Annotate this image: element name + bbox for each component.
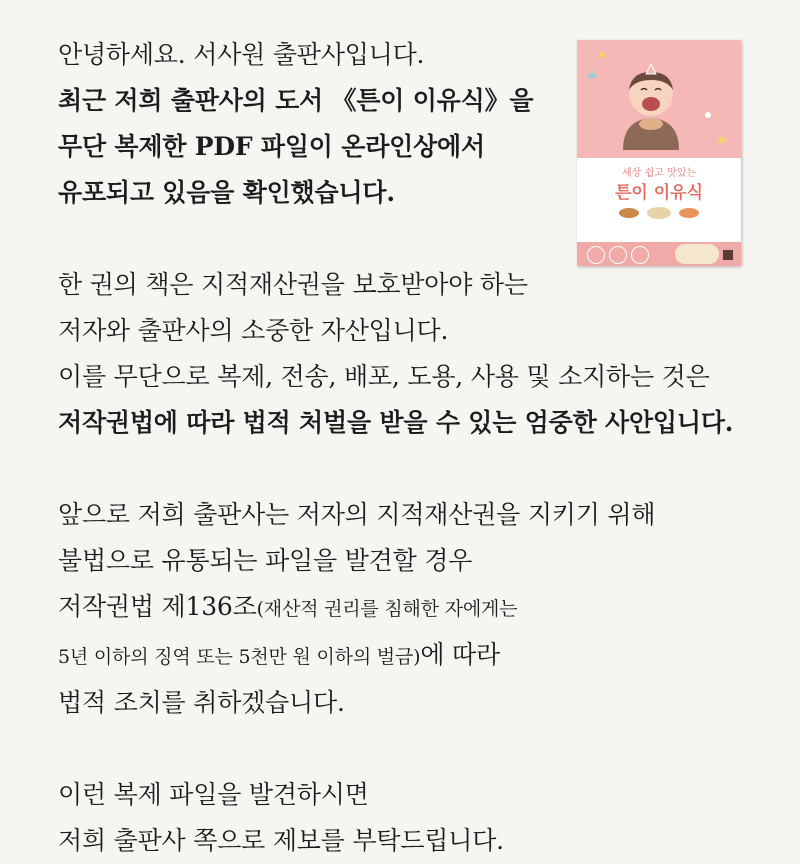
greeting-line: 안녕하세요. 서사원 출판사입니다. bbox=[58, 40, 425, 69]
badge-decoration bbox=[609, 246, 627, 264]
food-photo-decoration bbox=[675, 244, 719, 264]
notice-line: 저자와 출판사의 소중한 자산입니다. bbox=[58, 316, 449, 345]
book-cover-footer bbox=[577, 242, 741, 266]
notice-line: 이를 무단으로 복제, 전송, 배포, 도용, 사용 및 소지하는 것은 bbox=[58, 362, 710, 391]
dot-decoration bbox=[705, 112, 711, 118]
notice-line bbox=[58, 632, 758, 680]
notice-line: 저희 출판사 쪽으로 제보를 부탁드립니다. bbox=[58, 826, 504, 855]
book-title-card bbox=[577, 158, 741, 242]
notice-line: 최근 저희 출판사의 도서 《튼이 이유식》을 bbox=[58, 86, 534, 115]
notice-line: 무단 복제한 PDF 파일이 온라인상에서 bbox=[58, 132, 485, 161]
law-detail: (재산적 권리를 침해한 자에게는 bbox=[256, 598, 518, 620]
book-title: 튼이 이유식 bbox=[614, 183, 704, 203]
notice-line: 유포되고 있음을 확인했습니다. bbox=[58, 178, 395, 207]
triangle-decoration bbox=[717, 135, 727, 143]
notice-line: 저작권법에 따라 법적 처벌을 받을 수 있는 엄중한 사안입니다. bbox=[58, 408, 734, 437]
notice-line bbox=[58, 584, 758, 632]
law-detail: 5년 이하의 징역 또는 5천만 원 이하의 벌금) bbox=[58, 646, 421, 668]
baby-illustration bbox=[617, 60, 685, 150]
triangle-decoration bbox=[587, 70, 597, 78]
notice-line: 앞으로 저희 출판사는 저자의 지적재산권을 지키기 위해 bbox=[58, 500, 656, 529]
book-subtitle: 세상 쉽고 맛있는 bbox=[622, 168, 696, 179]
notice-text-fragment: 에 따라 bbox=[420, 640, 500, 669]
notice-line: 한 권의 책은 지적재산권을 보호받아야 하는 bbox=[58, 270, 528, 299]
notice-line: 이런 복제 파일을 발견하시면 bbox=[58, 780, 369, 809]
food-bowls-illustration bbox=[617, 202, 701, 220]
law-article: 저작권법 제136조 bbox=[58, 592, 257, 621]
badge-decoration bbox=[631, 246, 649, 264]
badge-decoration bbox=[587, 246, 605, 264]
notice-line: 불법으로 유통되는 파일을 발견할 경우 bbox=[58, 546, 473, 575]
book-cover-image bbox=[577, 40, 741, 266]
notice-line: 법적 조치를 취하겠습니다. bbox=[58, 688, 345, 717]
dot-decoration bbox=[599, 52, 605, 58]
publisher-logo-icon bbox=[723, 250, 733, 260]
